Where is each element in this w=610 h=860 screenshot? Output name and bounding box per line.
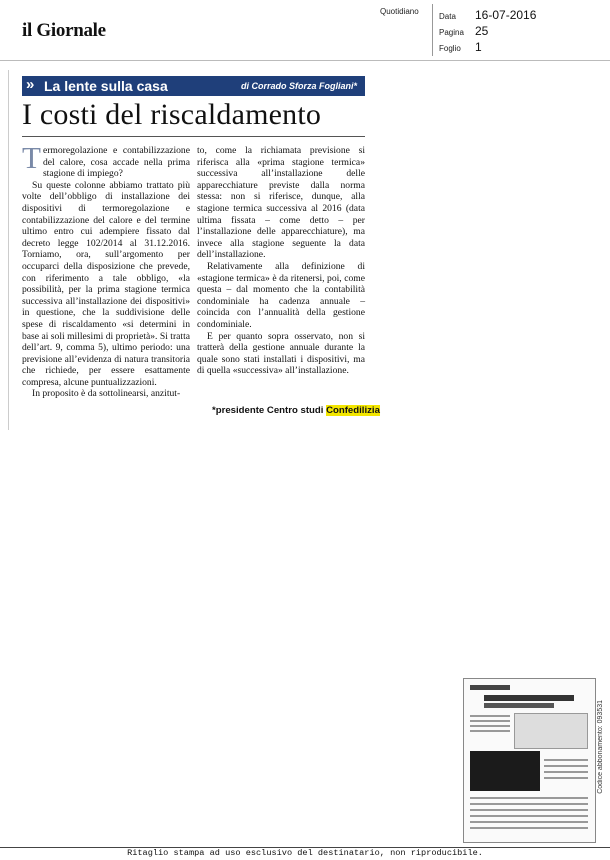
header-info-box [432,4,605,56]
article-headline: I costi del riscaldamento [22,98,322,131]
paragraph-text: ermoregolazione e contabilizzazione del calore, cosa accade nella prima stagione di impiego? [42,145,190,180]
paragraph: E per quanto sopra osservato, non si tratterà della gestione annuale durante la quale sono stati installati i dispositivi, ma di quella «successiva» all’installazione. [197,330,365,377]
masthead-logo: il Giornale [22,20,106,41]
page-label: Pagina [439,28,464,37]
page-value: 25 [475,24,489,38]
footer-notice: Ritaglio stampa ad uso esclusivo del destinatario, non riproducibile. [127,848,483,858]
paragraph: Su queste colonne abbiamo trattato più volte dell’obbligo di installazione dei dispositivi di termoregolazione e contabilizzazione del calore e del termine ultimo entro cui adempiere fissato dal decreto legge 102/2014 al 31.12.2016. Torniamo, ora, sull’argomento per occuparci della disposizione che prevede, con riferimento a tale obbligo, «la possibilità, per la prima stagione termica successiva all’installazione dei dispositivi» in questione, che la suddivisione delle spese di riscaldamento «si determini in base ai soli millesimi di proprietà». Si tratta dell’art. 9, comma 5), ultimo periodo: una previsione all’evidenza di natura transitoria che richiede, per essere esattamente compresa, alcune puntualizzazioni. [22,179,190,388]
rubric-title: La lente sulla casa [44,78,168,94]
sheet-label: Foglio [439,44,461,53]
date-label: Data [439,12,456,21]
paragraph [22,140,190,180]
headline-rule [22,136,365,137]
sheet-value: 1 [475,40,482,54]
left-margin-rule [8,70,9,430]
page-thumbnail [463,678,596,843]
date-value: 16-07-2016 [475,8,537,22]
paragraph: Relativamente alla definizione di «stagione termica» è da ritenersi, poi, come questa – dal momento che la contabilità condominiale ha cadenza annuale – coincida con l’annualità della gestione condominiale. [197,260,365,330]
publication-type: Quotidiano [380,7,419,16]
paragraph: to, come la richiamata previsione si riferisca alla «prima stagione termica» successiva all’installazione delle apparecchiature previste dalla norma stessa: non si riferisce, dunque, alla stagione termica successiva al 2016 (data ultima fissata – come detto – per l’installazione delle apparecchiature), ma invece alla stagione seguente la data dell’installazione. [197,145,365,261]
author-signature [212,405,380,416]
rubric-bar [22,76,365,96]
rubric-arrow-icon: » [26,76,35,93]
article-author: di Corrado Sforza Fogliani* [240,81,357,91]
signature-highlight: Confedilizia [326,405,380,416]
article-column-1 [22,140,190,400]
header-divider [0,60,610,61]
article-column-2 [197,145,365,377]
sheet-row [439,38,482,56]
paragraph: In proposito è da sottolinearsi, anzitut- [32,388,181,400]
drop-cap: T [22,140,41,175]
signature-prefix: *presidente Centro studi [212,405,327,416]
subscription-code: Codice abbonamento: 093531 [597,700,604,794]
